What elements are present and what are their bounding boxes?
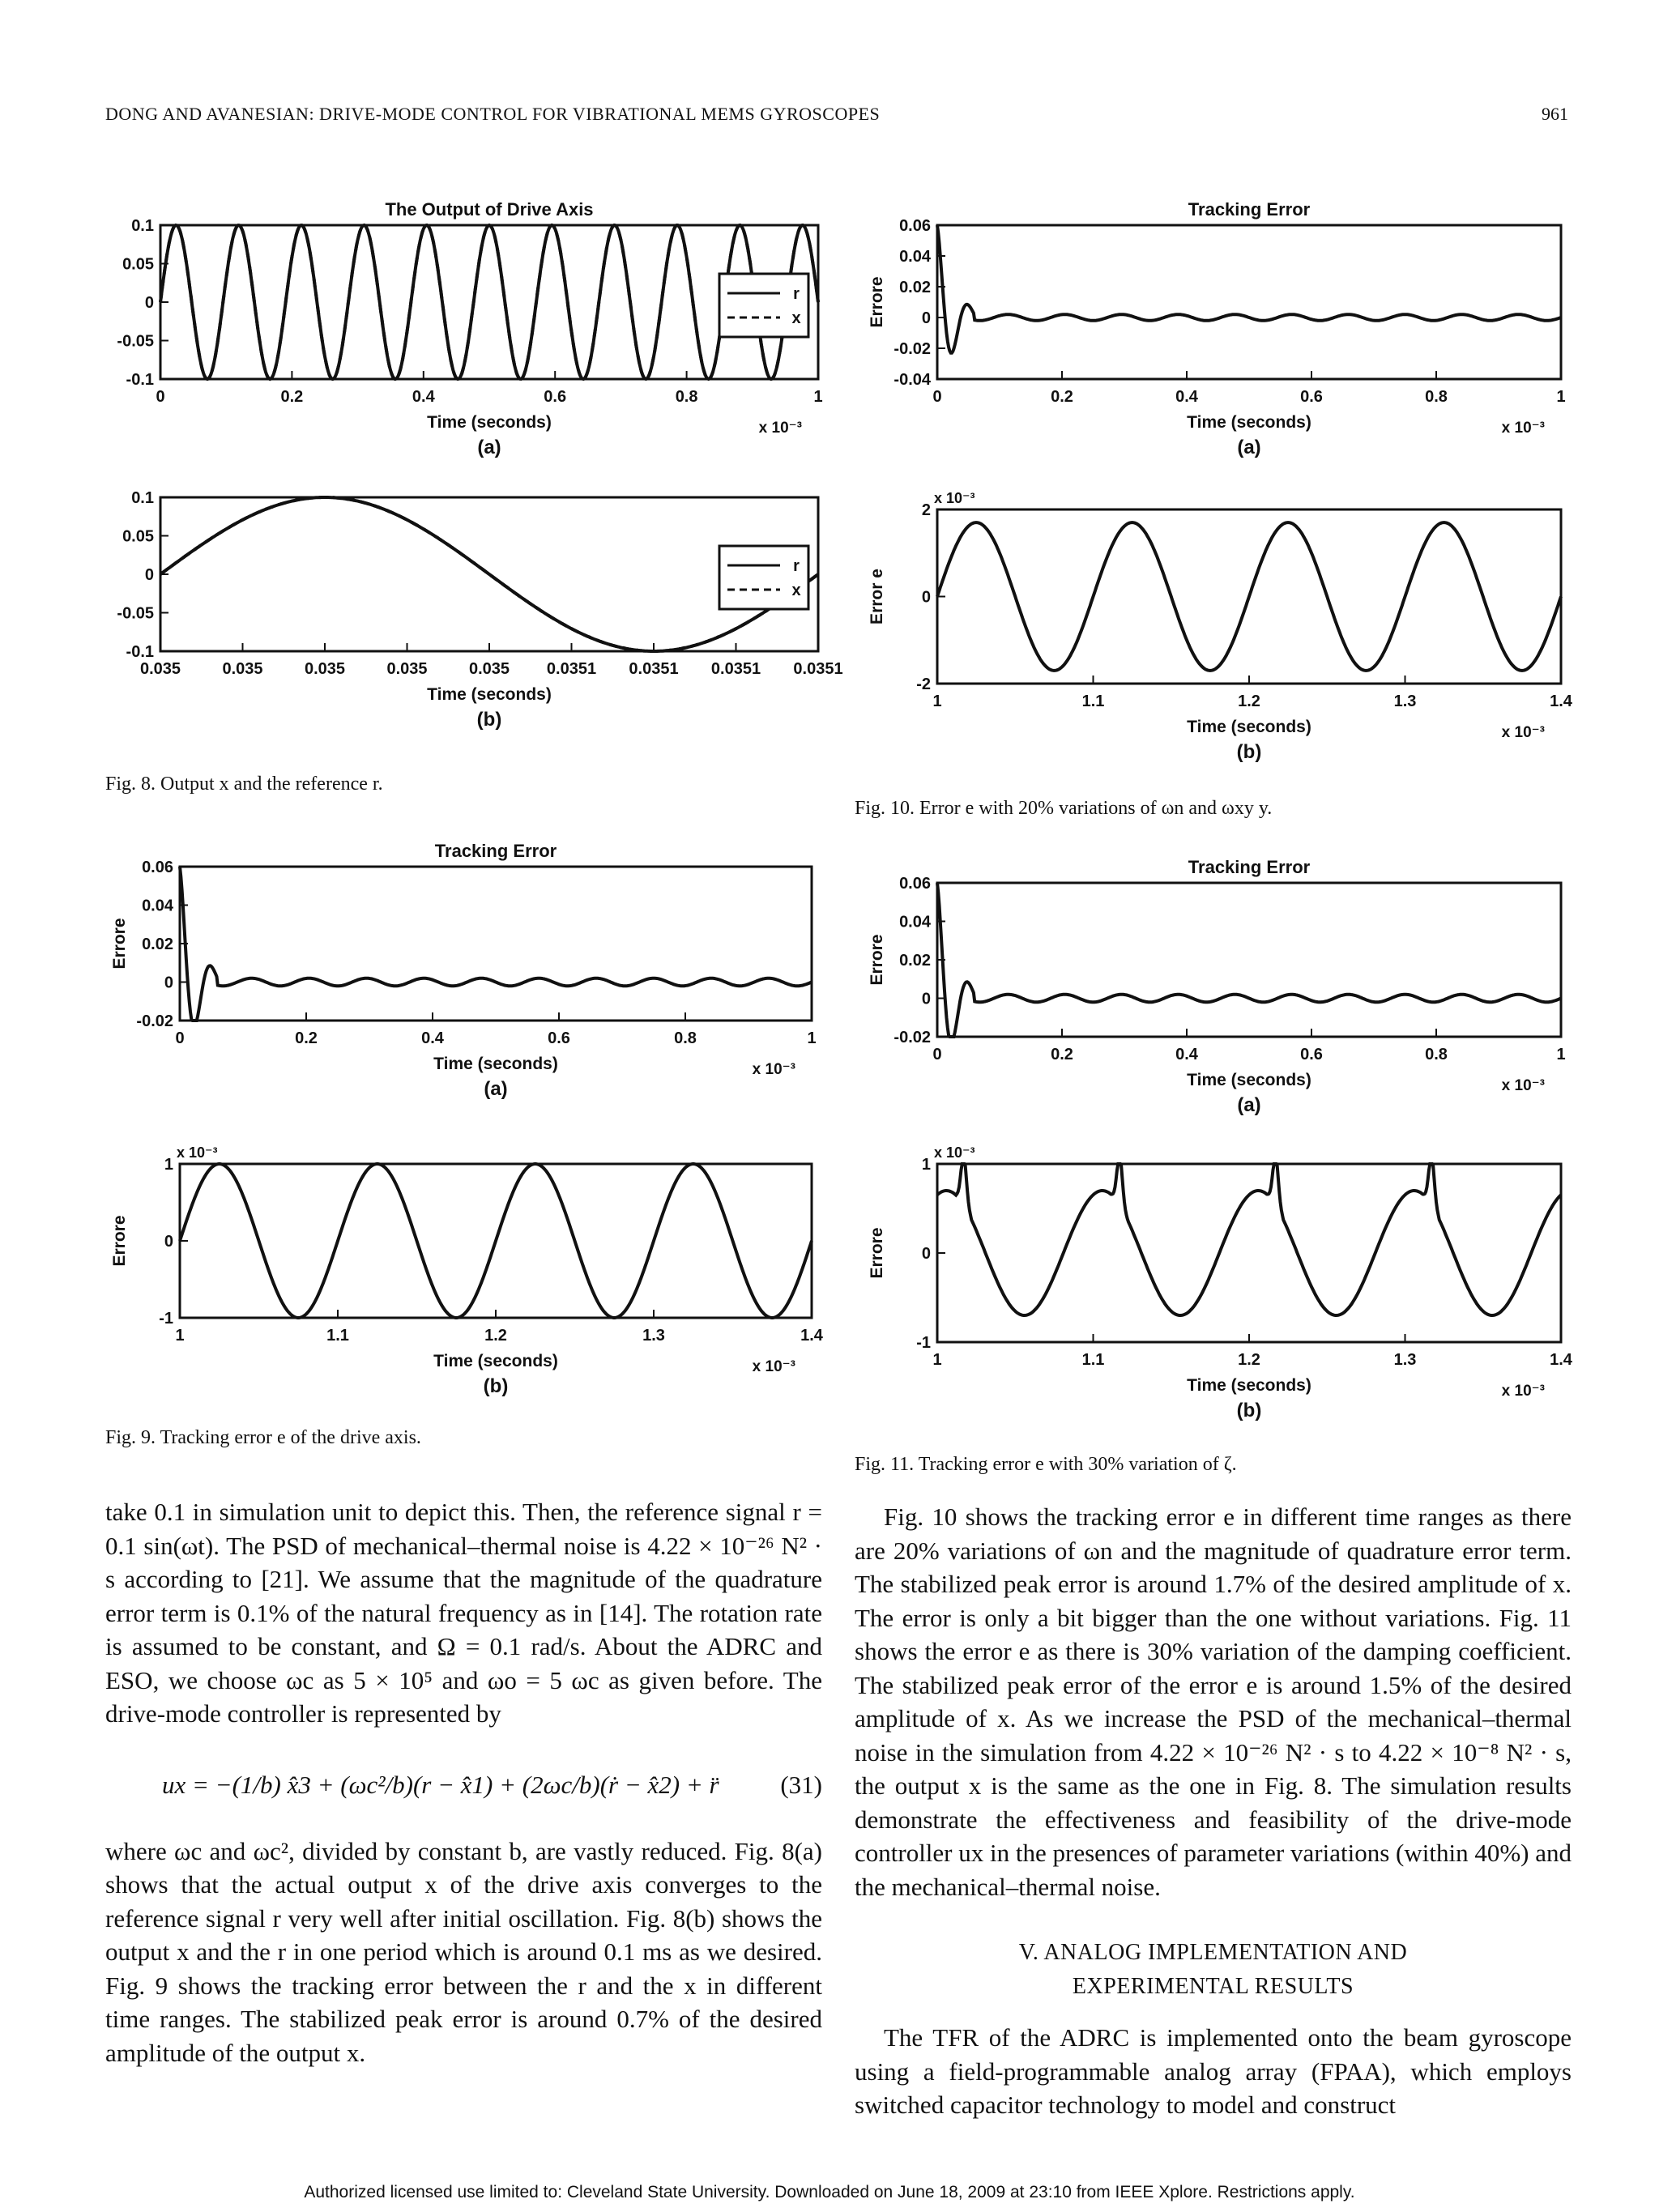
fig10b-x-multiplier: x 10⁻³ bbox=[1501, 724, 1545, 741]
fig8a-xtick-label: 0.6 bbox=[544, 388, 567, 406]
fig11a-frame bbox=[937, 883, 1561, 1037]
fig9a-xtick-label: 0.6 bbox=[548, 1029, 570, 1047]
fig11b-xtick-label: 1.4 bbox=[1550, 1351, 1572, 1369]
fig8a-title: The Output of Drive Axis bbox=[385, 199, 594, 219]
fig10a-xtick-label: 0.6 bbox=[1300, 388, 1323, 406]
fig9b-xtick-label: 1.3 bbox=[642, 1327, 665, 1345]
fig8b-xlabel: Time (seconds) bbox=[427, 685, 552, 704]
fig11b-sublabel: (b) bbox=[1236, 1400, 1262, 1421]
license-footer: Authorized licensed use limited to: Cleveland State University. Downloaded on June 18, 2009 at 23:10 from IEEE Xplore. Restrictions apply. bbox=[304, 2183, 1355, 2201]
fig8a-xtick-label: 1 bbox=[813, 388, 823, 406]
fig9a-xtick-label: 0 bbox=[175, 1029, 185, 1047]
fig10b-ylabel: Error e bbox=[868, 569, 886, 624]
fig8b-ytick-label: 0.1 bbox=[131, 489, 154, 507]
fig8b-legend bbox=[719, 546, 808, 609]
fig10b-ytick-label: 2 bbox=[921, 501, 931, 519]
fig11a-ytick-label: 0.02 bbox=[899, 952, 931, 970]
fig10b-ytick-label: -2 bbox=[916, 676, 931, 693]
fig9b-xtick-label: 1.4 bbox=[800, 1327, 823, 1345]
fig9-caption: Fig. 9. Tracking error e of the drive axis. bbox=[105, 1427, 421, 1448]
fig8a-legend bbox=[719, 274, 808, 337]
fig10a-series-e bbox=[937, 225, 1561, 353]
page-number: 961 bbox=[1542, 104, 1568, 124]
fig9b-ytick-label: 0 bbox=[164, 1233, 173, 1251]
equation-body: ux = −(1/b) x̂3 + (ωc²/b)(r − x̂1) + (2ωc/b)(ṙ − x̂2) + r̈ bbox=[162, 1770, 719, 1799]
fig8a-xtick-label: 0.4 bbox=[412, 388, 435, 406]
fig11a-xtick-label: 0.6 bbox=[1300, 1046, 1323, 1063]
fig10b-xtick-label: 1.2 bbox=[1238, 693, 1260, 710]
fig11b-frame bbox=[937, 1164, 1561, 1342]
fig8a-legend-label: x bbox=[791, 309, 801, 327]
fig10b-xtick-label: 1.1 bbox=[1081, 693, 1105, 710]
fig10b-xlabel: Time (seconds) bbox=[1187, 718, 1311, 736]
fig8b-ytick-label: 0.05 bbox=[122, 527, 154, 546]
left-paragraph-2: where ωc and ωc², divided by constant b, are vastly reduced. Fig. 8(a) shows that the actual output x of the drive axis converges to the reference signal r very well after initial oscillation. Fig. 8(b) shows the output x and the r in one period which is around 0.1 ms as we desired. Fig. 9 shows the tracking error between the r and the x in different time ranges. The stabilized peak error is around 0.7% of the desired amplitude of the output x. bbox=[105, 1836, 822, 2067]
fig8a-xtick-label: 0 bbox=[156, 388, 165, 406]
right-paragraph-1: Fig. 10 shows the tracking error e in different time ranges as there are 20% variations of ωn and the magnitude of quadrature error term. The stabilized peak error is around 1.7% of the desired amplitude of x. The error is only a bit bigger than the one without variations. Fig. 11 shows the error e as there is 30% variation of the damping coefficient. The stabilized peak error of the error e is around 1.5% of the desired amplitude of x. As we increase the PSD of the mechanical–thermal noise in the simulation from 4.22 × 10⁻²⁶ N² · s to 4.22 × 10⁻⁸ N² · s, the output x is the same as the one in Fig. 8. The simulation results demonstrate the effectiveness and feasibility of the drive-mode controller ux in the presences of parameter variations (within 40%) and the mechanical–thermal noise. bbox=[855, 1502, 1572, 1901]
fig10a-ytick-label: 0.04 bbox=[899, 248, 931, 266]
running-header: DONG AND AVANESIAN: DRIVE-MODE CONTROL FOR VIBRATIONAL MEMS GYROSCOPES bbox=[105, 104, 881, 124]
fig10a-sublabel: (a) bbox=[1237, 437, 1261, 458]
fig9b-y-multiplier: x 10⁻³ bbox=[177, 1144, 218, 1161]
fig11a-xtick-label: 0.8 bbox=[1425, 1046, 1448, 1063]
fig11b-xtick-label: 1.3 bbox=[1393, 1351, 1417, 1369]
fig10a-ylabel: Errore bbox=[868, 276, 886, 328]
fig11b-xtick-label: 1.2 bbox=[1238, 1351, 1260, 1369]
fig10a-frame bbox=[937, 225, 1561, 379]
fig11a-xtick-label: 1 bbox=[1556, 1046, 1566, 1063]
fig9a-xlabel: Time (seconds) bbox=[433, 1055, 558, 1073]
fig8b-xtick-label: 0.0351 bbox=[629, 660, 679, 678]
fig8-caption: Fig. 8. Output x and the reference r. bbox=[105, 774, 383, 795]
fig10a-x-multiplier: x 10⁻³ bbox=[1501, 420, 1545, 437]
fig8a-legend-label: r bbox=[793, 285, 800, 303]
fig8a-ytick-label: 0.1 bbox=[131, 217, 154, 235]
fig9a-sublabel: (a) bbox=[484, 1078, 508, 1100]
fig10a-xtick-label: 0.2 bbox=[1051, 388, 1073, 406]
fig10a-xtick-label: 0.8 bbox=[1425, 388, 1448, 406]
section-heading-line2: EXPERIMENTAL RESULTS bbox=[1072, 1973, 1354, 1999]
fig10a-ytick-label: -0.02 bbox=[893, 340, 931, 358]
fig10b-xtick-label: 1.3 bbox=[1393, 693, 1417, 710]
fig9a-title: Tracking Error bbox=[434, 841, 557, 861]
fig9b-ylabel: Errore bbox=[110, 1215, 129, 1267]
fig11b-xtick-label: 1.1 bbox=[1081, 1351, 1105, 1369]
fig8a-ytick-label: 0.05 bbox=[122, 255, 154, 274]
fig11a-ytick-label: 0.06 bbox=[899, 875, 931, 893]
fig10b-sublabel: (b) bbox=[1236, 741, 1262, 763]
fig9a-ytick-label: -0.02 bbox=[136, 1012, 173, 1030]
fig8b-xtick-label: 0.035 bbox=[139, 660, 181, 678]
fig10a-xtick-label: 0.4 bbox=[1175, 388, 1198, 406]
fig10b-series-e bbox=[937, 522, 1561, 671]
fig11a-xtick-label: 0.4 bbox=[1175, 1046, 1198, 1063]
fig9a-xtick-label: 0.2 bbox=[295, 1029, 318, 1047]
fig9b-ytick-label: -1 bbox=[159, 1310, 173, 1328]
fig9a-xtick-label: 1 bbox=[807, 1029, 817, 1047]
right-column bbox=[855, 1500, 1572, 2122]
fig9a-ytick-label: 0.02 bbox=[142, 936, 173, 953]
fig11a-ytick-label: -0.02 bbox=[893, 1029, 931, 1046]
fig9b-sublabel: (b) bbox=[483, 1375, 509, 1397]
fig11b-xtick-label: 1 bbox=[932, 1351, 942, 1369]
fig11b-ytick-label: 1 bbox=[921, 1156, 931, 1174]
fig10a-xtick-label: 0 bbox=[932, 388, 942, 406]
fig11a-ylabel: Errore bbox=[868, 934, 886, 986]
fig11b-ytick-label: 0 bbox=[921, 1245, 931, 1263]
left-paragraph-1: take 0.1 in simulation unit to depict this. Then, the reference signal r = 0.1 sin(ωt). The PSD of mechanical–thermal noise is 4.22 × 10⁻²⁶ N² · s according to [21]. We assume that the magnitude of the quadrature error term is 0.1% of the natural frequency as in [14]. The rotation rate is assumed to be constant, and Ω = 0.1 rad/s. About the ADRC and ESO, we choose ωc as 5 × 10⁵ and ωo = 5 ωc as given before. The drive-mode controller is represented by bbox=[105, 1498, 822, 1728]
fig11a-title: Tracking Error bbox=[1188, 857, 1311, 877]
fig9a-x-multiplier: x 10⁻³ bbox=[752, 1061, 795, 1078]
section-heading bbox=[855, 1936, 1572, 2003]
fig9a-ytick-label: 0.06 bbox=[142, 859, 173, 876]
fig10a-ytick-label: -0.04 bbox=[893, 371, 931, 389]
fig9b-x-multiplier: x 10⁻³ bbox=[752, 1358, 795, 1375]
fig10a-title: Tracking Error bbox=[1188, 199, 1311, 219]
fig11a-xtick-label: 0.2 bbox=[1051, 1046, 1073, 1063]
fig10-caption: Fig. 10. Error e with 20% variations of ωn and ωxy y. bbox=[855, 798, 1273, 819]
fig8b-legend-label: r bbox=[793, 557, 800, 575]
equation-31 bbox=[105, 1737, 822, 1835]
fig8b-xtick-label: 0.035 bbox=[386, 660, 428, 678]
fig8b-xtick-label: 0.0351 bbox=[546, 660, 597, 678]
fig11a-ytick-label: 0 bbox=[921, 990, 931, 1008]
fig9a-ytick-label: 0.04 bbox=[142, 897, 173, 915]
fig10b-ytick-label: 0 bbox=[921, 588, 931, 607]
fig9a-xtick-label: 0.4 bbox=[421, 1029, 444, 1047]
fig10a-ytick-label: 0 bbox=[921, 309, 931, 327]
fig9b-xtick-label: 1.2 bbox=[484, 1327, 507, 1345]
fig10a-ytick-label: 0.02 bbox=[899, 279, 931, 296]
fig10b-y-multiplier: x 10⁻³ bbox=[934, 490, 975, 506]
fig9a-series-e bbox=[180, 867, 812, 1021]
fig8b-legend-label: x bbox=[791, 582, 801, 599]
fig10a-xtick-label: 1 bbox=[1556, 388, 1566, 406]
fig8b-xtick-label: 0.035 bbox=[304, 660, 346, 678]
fig11a-ytick-label: 0.04 bbox=[899, 913, 931, 931]
fig11a-sublabel: (a) bbox=[1237, 1094, 1261, 1116]
fig8b-sublabel: (b) bbox=[476, 709, 502, 731]
right-paragraph-2: The TFR of the ADRC is implemented onto the beam gyroscope using a field-programmable analog array (FPAA), which employs switched capacitor technology to model and construct bbox=[855, 2023, 1572, 2119]
fig11a-xlabel: Time (seconds) bbox=[1187, 1071, 1311, 1089]
fig11b-x-multiplier: x 10⁻³ bbox=[1501, 1383, 1545, 1400]
fig8a-sublabel: (a) bbox=[477, 437, 501, 458]
fig8b-xtick-label: 0.0351 bbox=[710, 660, 761, 678]
fig8a-x-multiplier: x 10⁻³ bbox=[758, 420, 802, 437]
fig10b-xtick-label: 1.4 bbox=[1550, 693, 1572, 710]
fig9b-xtick-label: 1.1 bbox=[326, 1327, 349, 1345]
fig8a-ytick-label: -0.05 bbox=[117, 332, 154, 351]
fig9a-ytick-label: 0 bbox=[164, 974, 173, 992]
fig8b-ytick-label: -0.1 bbox=[126, 643, 154, 661]
fig9a-xtick-label: 0.8 bbox=[674, 1029, 697, 1047]
fig11a-series-e bbox=[937, 883, 1561, 1037]
fig9a-frame bbox=[180, 867, 812, 1021]
fig9b-xtick-label: 1 bbox=[175, 1327, 185, 1345]
fig11b-y-multiplier: x 10⁻³ bbox=[934, 1144, 975, 1161]
fig10a-ytick-label: 0.06 bbox=[899, 217, 931, 235]
fig8b-xtick-label: 0.0351 bbox=[793, 660, 843, 678]
fig10b-xtick-label: 1 bbox=[932, 693, 942, 710]
fig8b-ytick-label: 0 bbox=[144, 566, 154, 584]
fig8b-ytick-label: -0.05 bbox=[117, 604, 154, 623]
fig11b-ylabel: Errore bbox=[868, 1227, 886, 1279]
equation-number: (31) bbox=[780, 1770, 822, 1799]
fig8b-xtick-label: 0.035 bbox=[468, 660, 510, 678]
fig11a-xtick-label: 0 bbox=[932, 1046, 942, 1063]
fig8a-xlabel: Time (seconds) bbox=[427, 413, 552, 432]
section-heading-line1: V. ANALOG IMPLEMENTATION AND bbox=[1018, 1940, 1408, 1965]
fig11-caption: Fig. 11. Tracking error e with 30% variation of ζ. bbox=[855, 1454, 1237, 1475]
fig10a-xlabel: Time (seconds) bbox=[1187, 413, 1311, 432]
fig8a-ytick-label: 0 bbox=[144, 294, 154, 312]
fig11b-xlabel: Time (seconds) bbox=[1187, 1376, 1311, 1395]
fig9b-xlabel: Time (seconds) bbox=[433, 1352, 558, 1370]
fig8a-xtick-label: 0.8 bbox=[675, 388, 698, 406]
fig9b-series-e bbox=[180, 1164, 812, 1318]
fig8b-xtick-label: 0.035 bbox=[222, 660, 263, 678]
fig8a-ytick-label: -0.1 bbox=[126, 371, 154, 389]
left-column bbox=[105, 1495, 822, 2069]
fig11b-series-e bbox=[937, 1164, 1561, 1315]
fig11a-x-multiplier: x 10⁻³ bbox=[1501, 1077, 1545, 1094]
fig9b-ytick-label: 1 bbox=[164, 1156, 173, 1174]
fig8a-xtick-label: 0.2 bbox=[280, 388, 304, 406]
fig9a-ylabel: Errore bbox=[110, 918, 129, 970]
fig11b-ytick-label: -1 bbox=[916, 1334, 931, 1352]
